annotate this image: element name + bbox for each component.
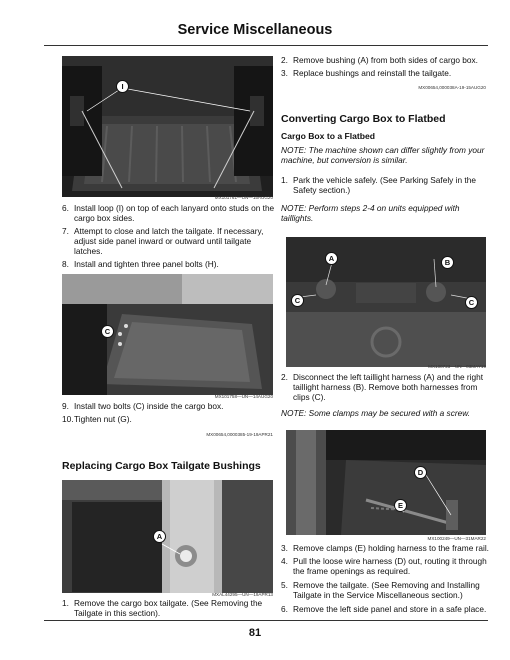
step-6-remove-side-panel: 6. Remove the left side panel and store in a safe place. [281, 604, 487, 614]
header-rule [44, 45, 488, 46]
section-heading: Replacing Cargo Box Tailgate Bushings [62, 460, 261, 472]
image-caption: MX101761—UN—15AUG20 [214, 195, 273, 200]
callout-d: D [414, 466, 427, 479]
photo-tailgate-bushing [62, 480, 273, 593]
image-caption: MXAL44295—UN—19APR13 [212, 592, 273, 597]
photo-tailgate-lanyard [62, 56, 273, 197]
step-1-remove-tailgate: 1. Remove the cargo box tailgate. (See Removing the Tailgate in this section). [62, 598, 263, 618]
step-3-remove-clamps: 3. Remove clamps (E) holding harness to the frame rail. [281, 543, 489, 553]
callout-a: A [325, 252, 338, 265]
note-clamps: NOTE: Some clamps may be secured with a screw. [281, 408, 471, 418]
callout-i: I [116, 80, 129, 93]
photo-taillight-harness [286, 237, 486, 367]
subsection-heading: Cargo Box to a Flatbed [281, 131, 376, 141]
callout-c-left: C [291, 294, 304, 307]
callout-c: C [101, 325, 114, 338]
step-2-remove-bushing: 2. Remove bushing (A) from both sides of cargo box. [281, 55, 478, 65]
step-4-pull-harness: 4. Pull the loose wire harness (D) out, routing it through the frame openings as required. [281, 556, 487, 576]
note-machine-differs: NOTE: The machine shown can differ slightly from your machine, but conversion is similar. [281, 145, 485, 165]
callout-b: B [441, 256, 454, 269]
photo-wire-harness-frame [286, 430, 486, 535]
step-6: 6. Install loop (I) on top of each lanyard onto studs on the cargo box sides. [62, 203, 275, 223]
reference-id: MX00654,0000385-19-19APR21 [206, 432, 273, 437]
step-7: 7. Attempt to close and latch the tailgate. If necessary, adjust side panel inward or outward until tailgate latches. [62, 226, 264, 256]
step-1-park-vehicle: 1. Park the vehicle safely. (See Parking Safely in the Safety section.) [281, 175, 476, 195]
note-taillights: NOTE: Perform steps 2-4 on units equipped with taillights. [281, 203, 460, 223]
step-3-replace-bushings: 3. Replace bushings and reinstall the tailgate. [281, 68, 452, 78]
callout-c-right: C [465, 296, 478, 309]
step-10: 10. Tighten nut (G). [62, 414, 132, 424]
section-heading: Converting Cargo Box to Flatbed [281, 113, 446, 125]
page-title: Service Miscellaneous [177, 22, 333, 38]
photo-cargo-box-bolts [62, 274, 273, 395]
image-caption: MX100723—UN—03MAY19 [428, 364, 486, 369]
step-5-remove-tailgate: 5. Remove the tailgate. (See Removing and Installing Tailgate in the Service Miscellaneous section.) [281, 580, 480, 600]
page-number: 81 [248, 627, 262, 639]
callout-a: A [153, 530, 166, 543]
reference-id: MX00654,000038A-19-15AUG20 [418, 85, 486, 90]
image-caption: MX101758—UN—14AUG20 [214, 394, 273, 399]
step-2-disconnect-harness: 2. Disconnect the left taillight harness (A) and the right taillight harness (B). Remove both harnesses from clips (C). [281, 372, 484, 402]
image-caption: MX100249—UN—31MAR22 [427, 536, 486, 541]
step-8: 8. Install and tighten three panel bolts (H). [62, 259, 219, 269]
step-9: 9. Install two bolts (C) inside the cargo box. [62, 401, 224, 411]
callout-e: E [394, 499, 407, 512]
footer-rule [44, 620, 488, 621]
